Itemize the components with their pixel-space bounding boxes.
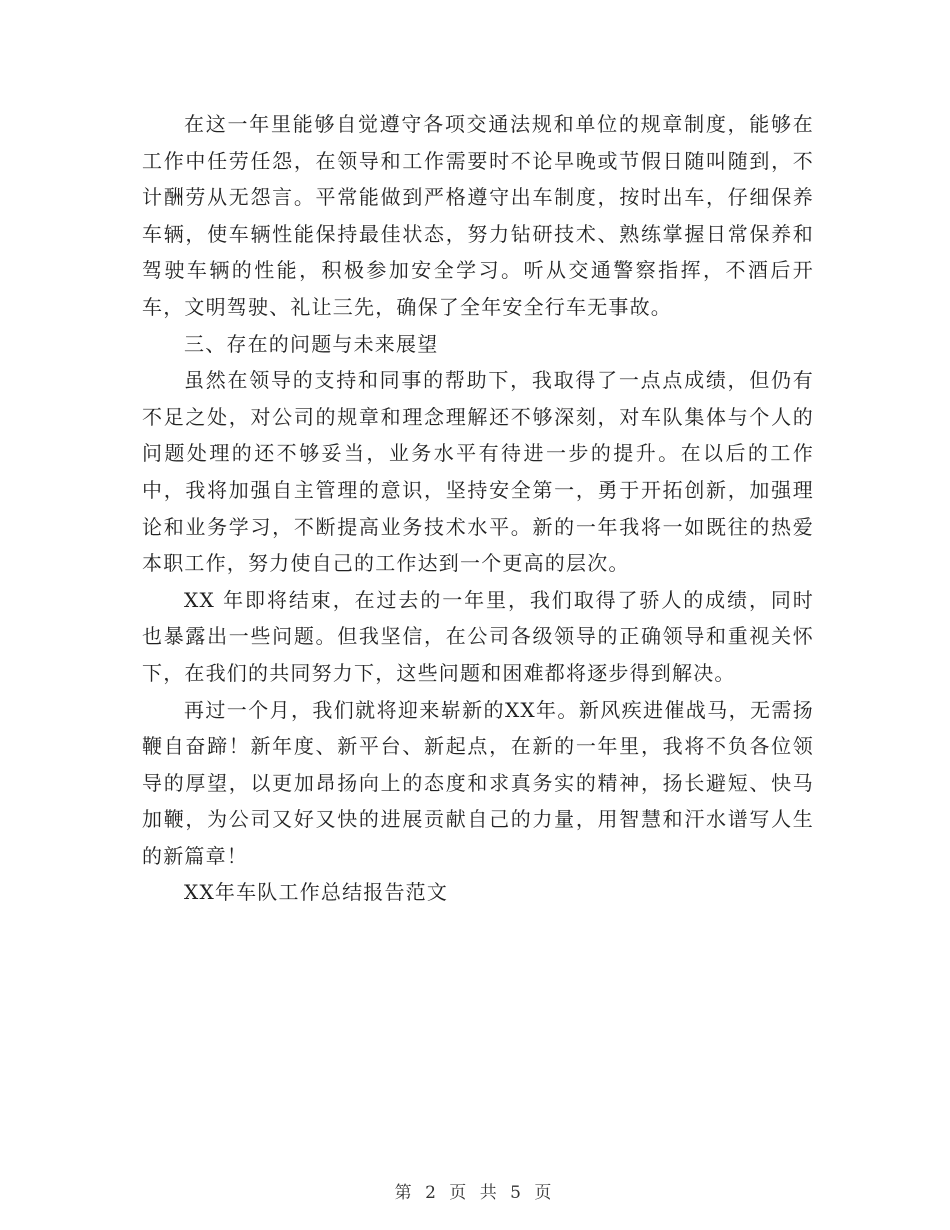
paragraph-shortcomings: 虽然在领导的支持和同事的帮助下，我取得了一点点成绩，但仍有不足之处，对公司的规章和理念理解还不够深刻，对车队集体与个人的问题处理的还不够妥当，业务水平有待进一步的提升。在以后的工作中，我将加强自主管理的意识，坚持安全第一，勇于开拓创新，加强理论和业务学习，不断提高业务技术水平。新的一年我将一如既往的热爱本职工作，努力使自己的工作达到一个更高的层次。 — [142, 368, 814, 576]
paragraph-traffic-compliance: 在这一年里能够自觉遵守各项交通法规和单位的规章制度，能够在工作中任劳任怨，在领导和工作需要时不论早晚或节假日随叫随到，不计酬劳从无怨言。平常能做到严格遵守出车制度，按时出车，仔细保养车辆，使车辆性能保持最佳状态，努力钻研技术、熟练掌握日常保养和驾驶车辆的性能，积极参加安全学习。听从交通警察指挥，不酒后开车，文明驾驶、礼让三先，确保了全年安全行车无事故。 — [142, 112, 814, 319]
section-heading-problems-outlook: 三、存在的问题与未来展望 — [184, 331, 439, 356]
page-number-footer: 第 2 页 共 5 页 — [394, 1183, 556, 1203]
paragraph-new-year: 再过一个月，我们就将迎来崭新的XX年。新风疾进催战马，无需扬鞭自奋蹄！新年度、新平台、新起点，在新的一年里，我将不负各位领导的厚望，以更加昂扬向上的态度和求真务实的精神，扬长避短、快马加鞭，为公司又好又快的进展贡献自己的力量，用智慧和汗水谱写人生的新篇章！ — [142, 697, 814, 868]
paragraph-year-end: XX 年即将结束，在过去的一年里，我们取得了骄人的成绩，同时也暴露出一些问题。但我坚信，在公司各级领导的正确领导和重视关怀下，在我们的共同努力下，这些问题和困难都将逐步得到解决。 — [142, 587, 814, 685]
document-next-title: XX年车队工作总结报告范文 — [184, 880, 449, 905]
document-body — [142, 106, 814, 911]
